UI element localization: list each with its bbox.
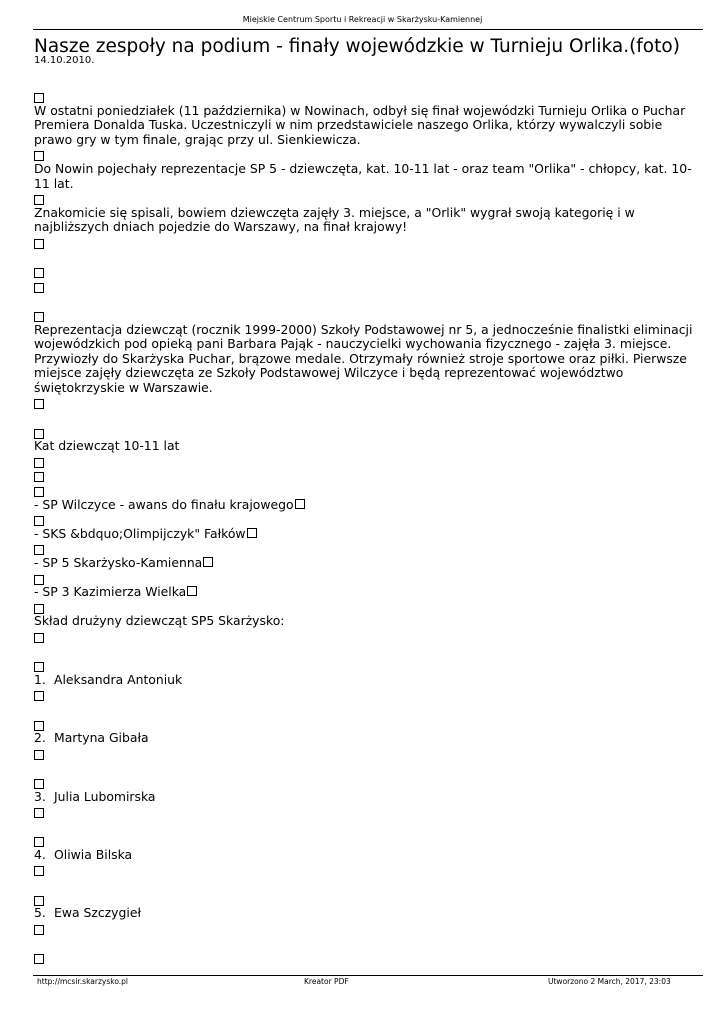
- article-date: 14.10.2010.: [34, 55, 95, 66]
- footer-divider: [33, 975, 703, 976]
- paragraph-teams: Do Nowin pojechały reprezentacje SP 5 - dziewczęta, kat. 10-11 lat - oraz team "Orlika" - chłopcy, kat. 10-11 lat.: [34, 160, 692, 191]
- missing-glyph-box: [34, 658, 694, 673]
- category-heading: Kat dziewcząt 10-11 lat: [34, 438, 180, 454]
- missing-glyph-box: [34, 746, 694, 761]
- missing-glyph-box: [34, 804, 694, 819]
- missing-glyph-box: [34, 571, 694, 586]
- missing-glyph-box: [34, 395, 694, 410]
- missing-glyph-box: [34, 600, 694, 615]
- missing-glyph-box: [34, 512, 694, 527]
- missing-glyph-box: [34, 308, 694, 323]
- squad-member: 3. Julia Lubomirska: [34, 788, 156, 804]
- footer-generator: Kreator PDF: [304, 977, 349, 986]
- missing-glyph-box: [34, 468, 694, 483]
- running-header: Miejskie Centrum Sportu i Rekreacji w Skarżysku-Kamiennej: [242, 15, 483, 24]
- result-item: - SKS &bdquo;Olimpijczyk" Fałków: [34, 527, 694, 542]
- footer-created: Utworzono 2 March, 2017, 23:03: [548, 977, 671, 986]
- paragraph-girls-team: Reprezentacja dziewcząt (rocznik 1999-2000) Szkoły Podstawowej nr 5, a jednocześnie finalistki eliminacji wojewódzkich pod opieką pani Barbara Pająk - nauczycielki wychowania fizycznego - zajęła 3. miejsce. Przywiozły do Skarżyska Puchar, brązowe medale. Otrzymały również stroje sportowe oraz piłki. Pierwsze miejsce zajęły dziewczęta ze Szkoły Podstawowej Wilczyce i będą reprezentować województwo świętokrzyskie w Warszawie.: [34, 321, 693, 395]
- missing-glyph-box: [34, 147, 694, 162]
- missing-glyph-box: [34, 950, 694, 965]
- missing-glyph-box: [34, 862, 694, 877]
- missing-glyph-box: [34, 235, 694, 250]
- missing-glyph-box: [34, 921, 694, 936]
- squad-member: 2. Martyna Gibała: [34, 730, 149, 746]
- missing-glyph-box: [34, 191, 694, 206]
- missing-glyph-box: [34, 629, 694, 644]
- article-title: Nasze zespoły na podium - finały wojewódzkie w Turnieju Orlika.(foto): [34, 36, 680, 57]
- missing-glyph-box: [34, 89, 694, 104]
- missing-glyph-box: [34, 454, 694, 469]
- missing-glyph-box: [34, 717, 694, 732]
- missing-glyph-box: [34, 775, 694, 790]
- missing-glyph-box: [34, 687, 694, 702]
- missing-glyph-box: [34, 541, 694, 556]
- result-item: - SP 5 Skarżysko-Kamienna: [34, 556, 694, 571]
- result-item: - SP 3 Kazimierza Wielka: [34, 585, 694, 600]
- squad-heading: Skład drużyny dziewcząt SP5 Skarżysko:: [34, 613, 285, 629]
- missing-glyph-box: [34, 833, 694, 848]
- header-divider: [33, 29, 703, 30]
- missing-glyph-box: [34, 425, 694, 440]
- paragraph-results: Znakomicie się spisali, bowiem dziewczęta zajęły 3. miejsce, a "Orlik" wygrał swoją kategorię i w najbliższych dniach pojedzie do Warszawy, na finał krajowy!: [34, 204, 635, 235]
- missing-glyph-box: [34, 483, 694, 498]
- missing-glyph-box: [34, 892, 694, 907]
- missing-glyph-box: [34, 279, 694, 294]
- article-body: [34, 89, 694, 965]
- paragraph-intro: W ostatni poniedziałek (11 października) w Nowinach, odbył się finał wojewódzki Turnieju Orlika o Puchar Premiera Donalda Tuska. Uczestniczyli w nim przedstawiciele naszego Orlika, którzy wywalczyli sobie prawo gry w tym finale, grając przy ul. Sienkiewicza.: [34, 102, 686, 147]
- squad-member: 4. Oliwia Bilska: [34, 846, 133, 862]
- result-item: - SP Wilczyce - awans do finału krajowego: [34, 498, 694, 513]
- squad-member: 1. Aleksandra Antoniuk: [34, 671, 183, 687]
- squad-member: 5. Ewa Szczygieł: [34, 905, 141, 921]
- footer-url[interactable]: http://mcsir.skarzysko.pl: [37, 977, 129, 986]
- missing-glyph-box: [34, 264, 694, 279]
